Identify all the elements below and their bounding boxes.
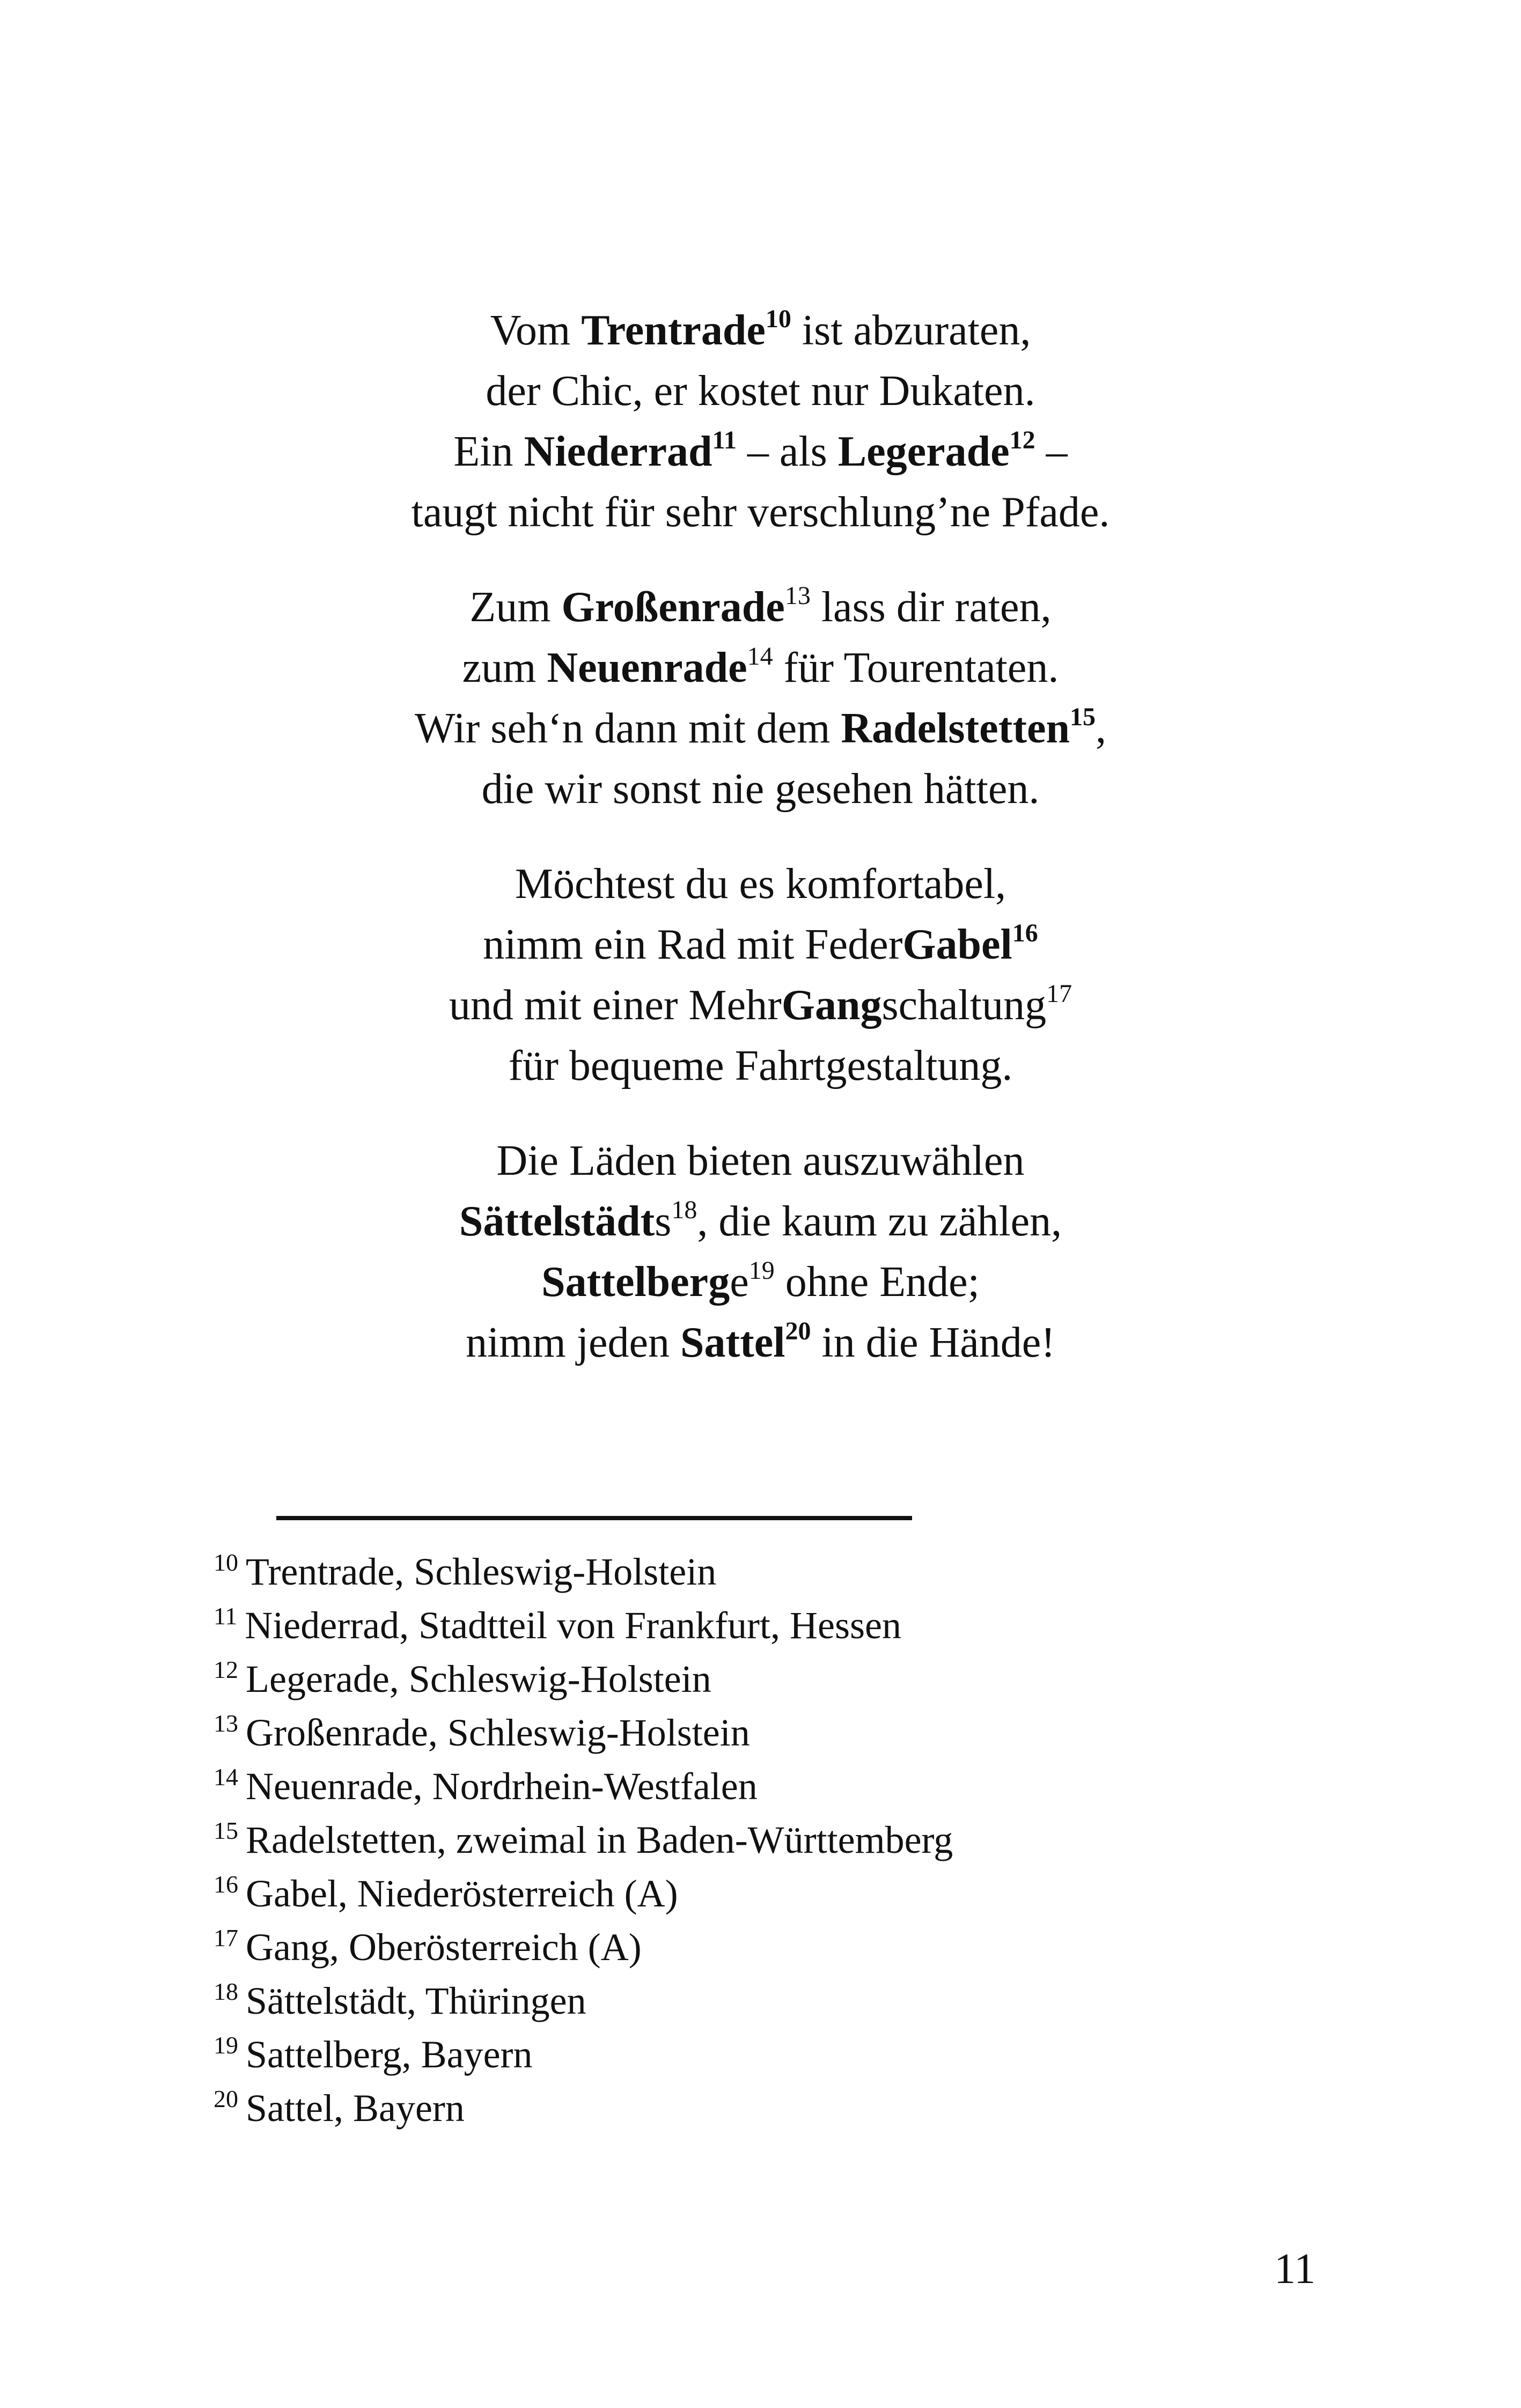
place-name: Radelstetten <box>841 705 1070 752</box>
poem-line <box>0 1131 1521 1191</box>
footnote-number: 14 <box>214 1763 238 1791</box>
footnote-marker: 20 <box>785 1317 811 1345</box>
footnote-number: 16 <box>214 1871 238 1898</box>
footnote <box>214 1813 1340 1867</box>
line-text: , <box>1095 705 1106 752</box>
footnote <box>214 2028 1340 2081</box>
footnote <box>214 1545 1340 1599</box>
place-name: Sättelstädt <box>459 1198 655 1245</box>
footnote-marker: 16 <box>1012 919 1038 947</box>
line-text: Möchtest du es komfortabel, <box>515 860 1006 908</box>
poem-line <box>0 482 1521 543</box>
line-text: ist abzuraten, <box>791 307 1031 354</box>
place-name: Sattelberg <box>541 1258 730 1306</box>
place-name: Sattel <box>680 1319 785 1366</box>
footnote-text: Neuenrade, Nordrhein-Westfalen <box>246 1765 758 1808</box>
line-text: nimm jeden <box>466 1319 680 1366</box>
footnote-marker: 13 <box>784 581 811 610</box>
stanza <box>0 577 1521 820</box>
line-text: e <box>730 1258 749 1306</box>
poem-line <box>0 1036 1521 1096</box>
footnote-marker: 19 <box>748 1256 775 1285</box>
poem-line <box>0 759 1521 820</box>
line-text: die wir sonst nie gesehen hätten. <box>481 765 1040 813</box>
poem-line <box>0 1191 1521 1252</box>
line-text: Zum <box>469 584 562 631</box>
poem <box>0 300 1521 1408</box>
footnote-text: Gang, Oberösterreich (A) <box>246 1926 642 1969</box>
poem-line <box>0 915 1521 975</box>
poem-line <box>0 577 1521 638</box>
page-number: 11 <box>1274 2245 1316 2293</box>
poem-line <box>0 638 1521 698</box>
line-text: für bequeme Fahrtgestaltung. <box>508 1042 1013 1089</box>
footnote <box>214 1974 1340 2028</box>
poem-line <box>0 361 1521 422</box>
place-name: Niederrad <box>524 428 712 475</box>
poem-line <box>0 854 1521 915</box>
footnote <box>214 1759 1340 1813</box>
footnote-separator <box>276 1516 912 1520</box>
footnote-number: 19 <box>214 2031 238 2059</box>
footnote-number: 11 <box>214 1602 238 1630</box>
stanza <box>0 300 1521 543</box>
footnote-number: 15 <box>214 1817 238 1844</box>
line-text: , die kaum zu zählen, <box>697 1198 1062 1245</box>
line-text: Vom <box>490 307 582 354</box>
footnote-text: Großenrade, Schleswig-Holstein <box>246 1711 750 1754</box>
footnote-text: Gabel, Niederösterreich (A) <box>246 1872 678 1915</box>
line-text: und mit einer Mehr <box>449 982 782 1029</box>
line-text: ohne Ende; <box>774 1258 980 1306</box>
footnotes <box>214 1545 1340 2135</box>
place-name: Großenrade <box>561 584 785 631</box>
footnote-marker: 17 <box>1046 980 1072 1008</box>
footnote-text: Sättelstädt, Thüringen <box>246 1979 586 2022</box>
footnote-marker: 11 <box>712 426 737 454</box>
footnote-text: Sattelberg, Bayern <box>246 2033 533 2076</box>
footnote-marker: 14 <box>747 642 773 671</box>
poem-line <box>0 1313 1521 1373</box>
footnote <box>214 1867 1340 1920</box>
footnote-marker: 12 <box>1009 426 1035 454</box>
footnote <box>214 1920 1340 1974</box>
footnote-number: 17 <box>214 1924 238 1952</box>
poem-line <box>0 422 1521 482</box>
line-text: taugt nicht für sehr verschlung’ne Pfade. <box>411 489 1110 536</box>
line-text: in die Hände! <box>811 1319 1055 1366</box>
poem-line <box>0 698 1521 759</box>
footnote-text: Niederrad, Stadtteil von Frankfurt, Hessen <box>245 1604 901 1647</box>
footnote-text: Sattel, Bayern <box>246 2087 465 2130</box>
footnote-text: Trentrade, Schleswig-Holstein <box>246 1550 717 1593</box>
place-name: Trentrade <box>581 307 766 354</box>
footnote-text: Legerade, Schleswig-Holstein <box>246 1658 711 1700</box>
line-text: lass dir raten, <box>810 584 1052 631</box>
footnote <box>214 1706 1340 1759</box>
line-text: Wir seh‘n dann mit dem <box>415 705 841 752</box>
line-text: zum <box>462 644 547 691</box>
line-text: – als <box>736 428 838 475</box>
line-text: für Tourentaten. <box>773 644 1059 691</box>
line-text: – <box>1035 428 1068 475</box>
place-name: Gang <box>781 982 882 1029</box>
footnote-number: 12 <box>214 1656 238 1683</box>
line-text: nimm ein Rad mit Feder <box>483 921 903 968</box>
line-text: s <box>655 1198 672 1245</box>
footnote <box>214 2081 1340 2135</box>
footnote-text: Radelstetten, zweimal in Baden-Württemberg <box>246 1818 953 1861</box>
footnote-marker: 10 <box>765 305 791 333</box>
footnote-number: 18 <box>214 1978 238 2005</box>
line-text: der Chic, er kostet nur Dukaten. <box>486 367 1035 415</box>
footnote-marker: 18 <box>671 1196 697 1224</box>
line-text: Ein <box>453 428 524 475</box>
footnote <box>214 1652 1340 1706</box>
stanza <box>0 1131 1521 1373</box>
line-text: Die Läden bieten auszuwählen <box>496 1137 1025 1184</box>
poem-line <box>0 300 1521 361</box>
footnote-marker: 15 <box>1069 703 1096 731</box>
poem-line <box>0 1252 1521 1313</box>
footnote-number: 10 <box>214 1549 238 1576</box>
place-name: Legerade <box>837 428 1010 475</box>
footnote-number: 13 <box>214 1710 238 1737</box>
line-text: schaltung <box>881 982 1047 1029</box>
stanza <box>0 854 1521 1096</box>
poem-line <box>0 975 1521 1036</box>
place-name: Gabel <box>902 921 1012 968</box>
footnote <box>214 1599 1340 1652</box>
place-name: Neuenrade <box>547 644 747 691</box>
footnote-number: 20 <box>214 2085 238 2112</box>
